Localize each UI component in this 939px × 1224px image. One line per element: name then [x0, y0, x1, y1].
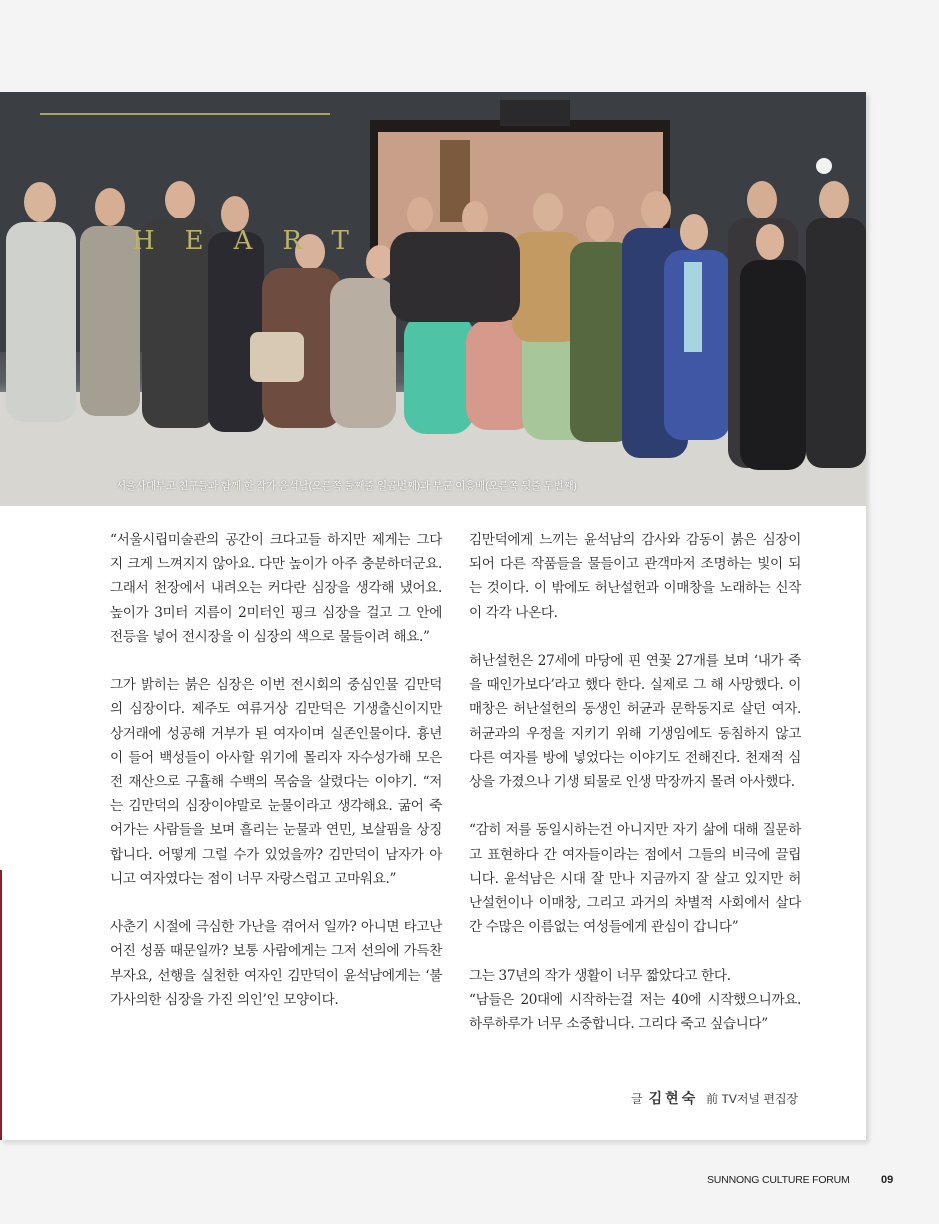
group-photo — [0, 92, 866, 506]
paragraph: 그가 밝히는 붉은 심장은 이번 전시회의 중심인물 김만덕의 심장이다. 제주도 여류거상 김만덕은 기생출신이지만 상거래에 성공해 거부가 된 여자이며 실존인물이다. 흉년이 들어 백성들이 아사할 위기에 몰리자 자수성가해 모은 전 재산으로 구휼해 수백의 목숨을 살렸다는 이야기. “저는 김만덕의 심장이야말로 눈물이라고 생각해요. 굶어 죽어가는 사람들을 보며 흘리는 눈물과 연민, 보살핌을 상징합니다. 어떻게 그럴 수가 있었을까? 김만덕이 남자가 아니고 여자였다는 점이 너무 자랑스럽고 고마워요.” — [110, 677, 442, 887]
paragraph: 허난설헌은 27세에 마당에 핀 연꽃 27개를 보며 ‘내가 죽을 때인가보다’라고 했다 한다. 실제로 그 해 사망했다. 이매창은 허난설헌의 동생인 허균과 문학동지로 살던 여자. 허균과의 우정을 지키기 위해 기생임에도 동침하지 않고 다른 여자를 방에 넣었다는 이야기도 전해진다. 천재적 심상을 가졌으나 기생 퇴물로 인생 막장까지 몰려 아사했다. — [469, 653, 801, 791]
paragraph: “남들은 20대에 시작하는걸 저는 40에 시작했으니까요. 하루하루가 너무 소중합니다. 그리다 죽고 싶습니다” — [469, 991, 801, 1033]
author-name: 김현숙 — [648, 1090, 699, 1106]
article-right-column — [469, 528, 801, 1060]
paragraph: “감히 저를 동일시하는건 아니지만 자기 삶에 대해 질문하고 표현하다 간 여자들이라는 점에서 그들의 비극에 끌립니다. 윤석남은 시대 잘 만나 지금까지 잘 살고 있지만 허난설헌이나 이매창, 그리고 과거의 차별적 사회에서 살다간 수많은 이름없는 여성들에게 관심이 갑니다” — [469, 822, 801, 936]
photo-illustration — [0, 92, 866, 506]
author-byline — [631, 1088, 798, 1108]
page-edge-stripe — [0, 870, 2, 1140]
photo-caption: 서울사대부고 친구들과 함께 한 작가 윤석남(오른쪽 둘째줄 일곱번째)과 부군 이흥배(오른쪽 뒷줄 두번째) — [116, 480, 577, 492]
byline-prefix: 글 — [631, 1092, 643, 1106]
wall-lettering: HEART — [132, 226, 379, 256]
author-role: 前 TV저널 편집장 — [706, 1092, 799, 1106]
footer-publication-title: SUNNONG CULTURE FORUM — [707, 1174, 850, 1186]
article-left-column — [110, 528, 442, 1036]
paragraph: 김만덕에게 느끼는 윤석남의 감사와 감동이 붉은 심장이 되어 다른 작품들을 물들이고 관객마저 조명하는 빛이 되는 것이다. 이 밖에도 허난설헌과 이매창을 노래하는 신작이 각각 나온다. — [469, 532, 801, 621]
page-number: 09 — [881, 1174, 894, 1186]
paragraph: 사춘기 시절에 극심한 가난을 겪어서 일까? 아니면 타고난 어진 성품 때문일까? 보통 사람에게는 그저 선의에 가득찬 부자요, 선행을 실천한 여자인 김만덕이 윤석남에게는 ‘불가사의한 심장을 가진 의인’인 모양이다. — [110, 919, 442, 1008]
paragraph: 그는 37년의 작가 생활이 너무 짧았다고 한다. — [469, 967, 731, 984]
paragraph: “서울시립미술관의 공간이 크다고들 하지만 제게는 그다지 크게 느껴지지 않아요. 다만 높이가 아주 충분하더군요. 그래서 천장에서 내려오는 커다란 심장을 생각해 냈어요. 높이가 3미터 지름이 2미터인 핑크 심장을 걸고 그 안에 전등을 넣어 전시장을 이 심장의 색으로 물들이려 해요.” — [110, 532, 442, 645]
